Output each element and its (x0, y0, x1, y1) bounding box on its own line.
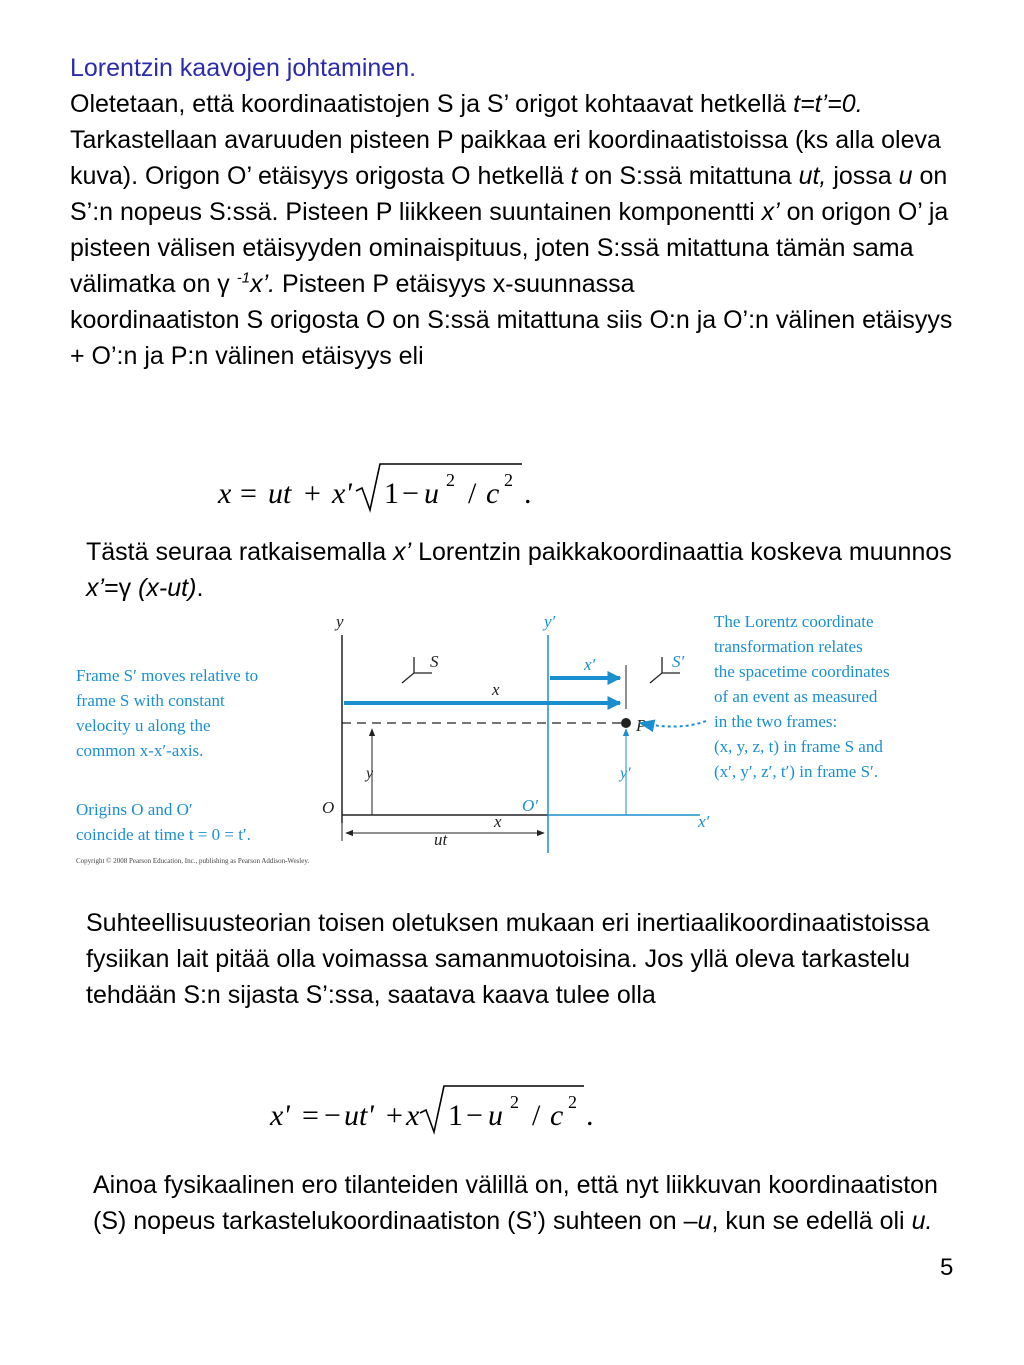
annotation-line: The Lorentz coordinate (714, 612, 874, 631)
eq-symbol: c (550, 1099, 564, 1132)
eq-symbol: ut (268, 477, 292, 510)
text-run: x’ (86, 574, 105, 602)
text-run: Pisteen P etäisyys x-suunnassa (275, 270, 635, 298)
lorentz-diagram (70, 605, 950, 870)
paragraph-second-postulate: Suhteellisuusteorian toisen oletuksen mukaan eri inertiaalikoordinaatistoissa fysiikan lait pitää olla voimassa samanmuotoisina. Jos yllä oleva tarkastelu tehdään S:n sijasta S’:ssa, saatava kaava tulee olla (86, 909, 930, 1009)
label-S: S (430, 652, 439, 671)
text-run: x’ (761, 198, 780, 226)
eq-symbol: 2 (446, 470, 455, 490)
label-y: y (336, 612, 344, 631)
text-run: u. (911, 1207, 933, 1235)
annotation-line: transformation relates (714, 637, 863, 656)
eq-symbol: x' (332, 477, 352, 510)
label-y-prime: y′ (544, 612, 556, 631)
copyright-note: Copyright © 2008 Pearson Education, Inc., publishing as Pearson Addison-Wesley. (76, 857, 310, 865)
eq-symbol: − (466, 1099, 483, 1132)
label-ut: ut (434, 830, 448, 849)
annotation-line: Origins O and O′ (76, 800, 193, 819)
annotation-line: velocity u along the (76, 716, 211, 735)
dotted-pointer (640, 721, 706, 727)
text-run: jossa (826, 162, 899, 190)
annotation-line: frame S with constant (76, 691, 225, 710)
paragraph-solution (86, 534, 966, 606)
paragraph-conclusion (93, 1167, 943, 1239)
eq-symbol: 2 (568, 1092, 577, 1112)
label-origin-O-prime: O′ (522, 796, 538, 815)
eq-symbol: − (324, 1099, 341, 1132)
text-run: ut, (798, 162, 827, 190)
label-origin-O: O (322, 798, 335, 817)
eq-symbol: − (402, 477, 419, 510)
equation-2 (262, 1078, 602, 1138)
eq-symbol: / (532, 1099, 541, 1132)
annotation-line: Frame S′ moves relative to (76, 666, 259, 685)
eq-symbol: x (218, 477, 232, 510)
text-run: x’ (393, 538, 412, 566)
annotation-line: (x′, y′, z′, t′) in frame S′. (714, 762, 878, 781)
text-run: . (196, 574, 204, 602)
eq-symbol: + (304, 477, 321, 510)
eq-symbol: u (424, 477, 439, 510)
text-run: on S’:n nopeus S:ssä. Pisteen P liikkeen suuntainen komponentti (70, 162, 948, 226)
label-y-prime-small: y′ (620, 765, 631, 782)
eq-symbol: 2 (510, 1092, 519, 1112)
text-run: koordinaatiston S origosta O on S:ssä mitattuna siis O:n ja O’:n välinen etäisyys + O’:n ja P:n välinen etäisyys eli (70, 306, 953, 370)
text-run: =γ (104, 574, 139, 602)
text-run: x’. (250, 270, 276, 298)
eq-symbol: . (524, 477, 532, 510)
eq-symbol: c (486, 477, 500, 510)
eq-symbol: x (406, 1099, 420, 1132)
eq-symbol: 1 (448, 1099, 463, 1132)
eq-symbol: x' (270, 1099, 290, 1132)
label-P: P (636, 716, 647, 735)
text-run: on origon O’ ja pisteen välisen etäisyyden ominaispituus, joten S:ssä mitattuna tämän sama välimatka on γ (70, 198, 949, 298)
annotation-line: (x, y, z, t) in frame S and (714, 737, 883, 756)
annotation-line: common x-x′-axis. (76, 741, 204, 760)
point-P (621, 718, 631, 728)
annotation-line: of an event as measured (714, 687, 878, 706)
label-S-prime: S′ (672, 652, 685, 671)
annotation-frame-moves (76, 666, 262, 760)
text-run: Tästä seuraa ratkaisemalla (86, 538, 394, 566)
annotation-line: coincide at time t = 0 = t′. (76, 825, 251, 844)
eq-symbol: / (468, 477, 477, 510)
text-run: Lorentzin paikkakoordinaattia koskeva muunnos (411, 538, 952, 566)
annotation-line: in the two frames: (714, 712, 838, 731)
eq-symbol: . (586, 1099, 594, 1132)
text-run: Tarkastellaan avaruuden pisteen P paikkaa eri koordinaatistoissa (ks alla oleva kuva). Origon O’ etäisyys origosta O hetkellä (70, 126, 941, 190)
annotation-line: the spacetime coordinates (714, 662, 890, 681)
frame-S-symbol (402, 657, 432, 683)
text-run: Ainoa fysikaalinen ero tilanteiden välillä on, että nyt liikkuvan koordinaatiston (S) nopeus tarkastelukoordinaatiston (S’) suhteen on – (93, 1171, 938, 1235)
annotation-lorentz (714, 612, 894, 781)
eq-symbol: = (240, 477, 257, 510)
text-run: u (898, 162, 913, 190)
text-run: on S:ssä mitattuna (577, 162, 799, 190)
label-y-small: y (366, 765, 374, 782)
eq-symbol: ut' (344, 1099, 374, 1132)
paragraph-intro (70, 86, 970, 374)
eq-symbol: = (302, 1099, 319, 1132)
eq-symbol: u (488, 1099, 503, 1132)
label-x-prime-arrow: x′ (584, 655, 596, 674)
text-run: Oletetaan, että koordinaatistojen S ja S’ origot kohtaavat hetkellä (70, 90, 794, 118)
text-run: t=t’=0. (793, 90, 863, 118)
text-run: t (570, 162, 578, 190)
page-number: 5 (940, 1254, 954, 1281)
label-x-arrow: x (492, 680, 500, 699)
eq-symbol: 2 (504, 470, 513, 490)
text-run: , kun se edellä oli (711, 1207, 912, 1235)
eq-symbol: + (386, 1099, 403, 1132)
superscript: -1 (236, 269, 251, 287)
equation-1 (210, 458, 550, 518)
slide-title: Lorentzin kaavojen johtaminen. (70, 54, 417, 82)
annotation-origins (76, 800, 251, 844)
eq-symbol: 1 (384, 477, 399, 510)
label-x-axis: x (494, 812, 502, 831)
text-run: (x-ut) (138, 574, 197, 602)
text-run: u (697, 1207, 712, 1235)
label-x-prime-axis: x′ (698, 812, 710, 831)
